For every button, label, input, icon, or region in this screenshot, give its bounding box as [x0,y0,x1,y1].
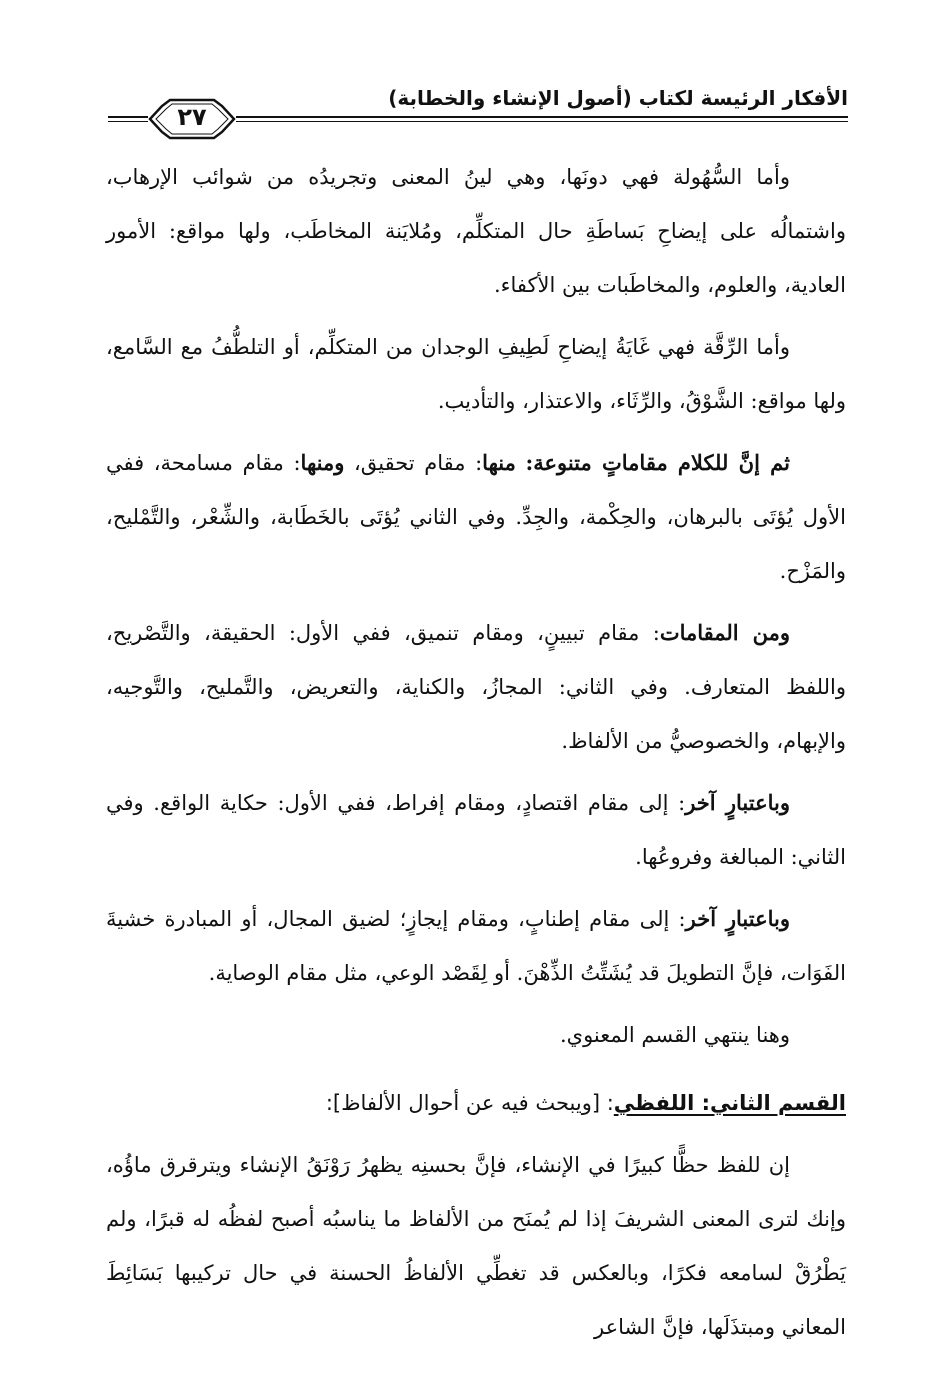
keyword-minha: منها [482,450,516,475]
paragraph-text: : مقام تبيينٍ، ومقام تنميق، ففي الأول: الحقيقة، والتَّصْريح، واللفظ المتعارف. وفي الثاني: المجازُ، والكناية، والتعريض، والتَّمليح، والتَّوجيه، والإبهام، والخصوصيُّ من الألفاظ. [106,621,846,753]
lead-phrase: وباعتبارٍ آخر [685,906,791,931]
page-number-badge [148,92,236,144]
paragraph-iqtisad [106,776,846,884]
paragraph-text: : إلى مقام اقتصادٍ، ومقام إفراط، ففي الأول: حكاية الواقع. وفي الثاني: المبالغة وفروعُها. [106,791,846,869]
lead-phrase: ثم إنَّ للكلام مقاماتٍ متنوعة: [525,450,790,475]
book-title: الأفكار الرئيسة لكتاب (أصول الإنشاء والخطابة) [388,86,848,110]
paragraph-text: : إلى مقام إطنابٍ، ومقام إيجازٍ؛ لضيق المجال، أو المبادرة خشيةَ الفَوَات، فإنَّ التطويلَ قد يُشَتِّتُ الذِّهْنَ. أو لِقَصْد الوعي، مثل مقام الوصاية. [106,907,846,985]
running-header [104,76,848,136]
paragraph-riqqa: وأما الرِّقَّة فهي غَايَةُ إيضاحِ لَطِيفِ الوجدان من المتكلِّم، أو التلطُّفُ مع السَّامع، ولها مواقع: الشَّوْقُ، والرِّثَاء، والاعتذار، والتأديب. [106,335,846,413]
section-heading-lafzi [106,1076,846,1130]
page-number: ٢٧ [177,103,207,131]
section-subtitle: : [ويبحث فيه عن أحوال الألفاظ]: [325,1091,614,1115]
lead-phrase: ومن المقامات [659,620,791,645]
paragraph-text: : مقام تحقيق، [344,451,483,475]
paragraph-text: : مقام مسامحة، ففي الأول يُؤتَى بالبرهان، والحِكْمة، والجِدِّ. وفي الثاني يُؤتَى بالخَطَابة، والشِّعْر، والتَّمْليح، والمَزْح. [106,451,846,583]
paragraph-tabyin [106,606,846,768]
header-rule [236,116,848,122]
paragraph-end-section: وهنا ينتهي القسم المعنوي. [559,1023,790,1047]
paragraph-lafz: إن للفظ حظًّا كبيرًا في الإنشاء، فإنَّ بحسنِه يظهرُ رَوْنَقُ الإنشاء ويترقرق ماؤُه، وإنك لترى المعنى الشريفَ إذا لم يُمنَح من الألفاظ ما يناسبُه أصبح لفظُه له قبرًا، ولم يَطْرُقْ لسامعه فكرًا، وبالعكس قد تغطِّي الألفاظُ الحسنة في حال تركيبها بَسَائِطَ المعاني ومبتذَلَها، فإنَّ الشاعر [106,1153,846,1339]
section-title: القسم الثاني: اللفظي [613,1091,846,1115]
keyword-wa-minha: ومنها [300,450,345,475]
header-rule-left [108,116,148,122]
paragraph-maqamat [106,436,846,598]
paragraph-itnab [106,892,846,1000]
lead-phrase: وباعتبارٍ آخر [685,790,790,815]
page-body [106,150,846,1354]
paragraph-suhula: وأما السُّهُولة فهي دونَها، وهي لينُ المعنى وتجريدُه من شوائب الإرهاب، واشتمالُه على إيضاحِ بَساطَةِ حال المتكلِّم، ومُلايَنة المخاطَب، ولها مواقع: الأمور العادية، والعلوم، والمخاطَبات بين الأكفاء. [106,165,846,297]
